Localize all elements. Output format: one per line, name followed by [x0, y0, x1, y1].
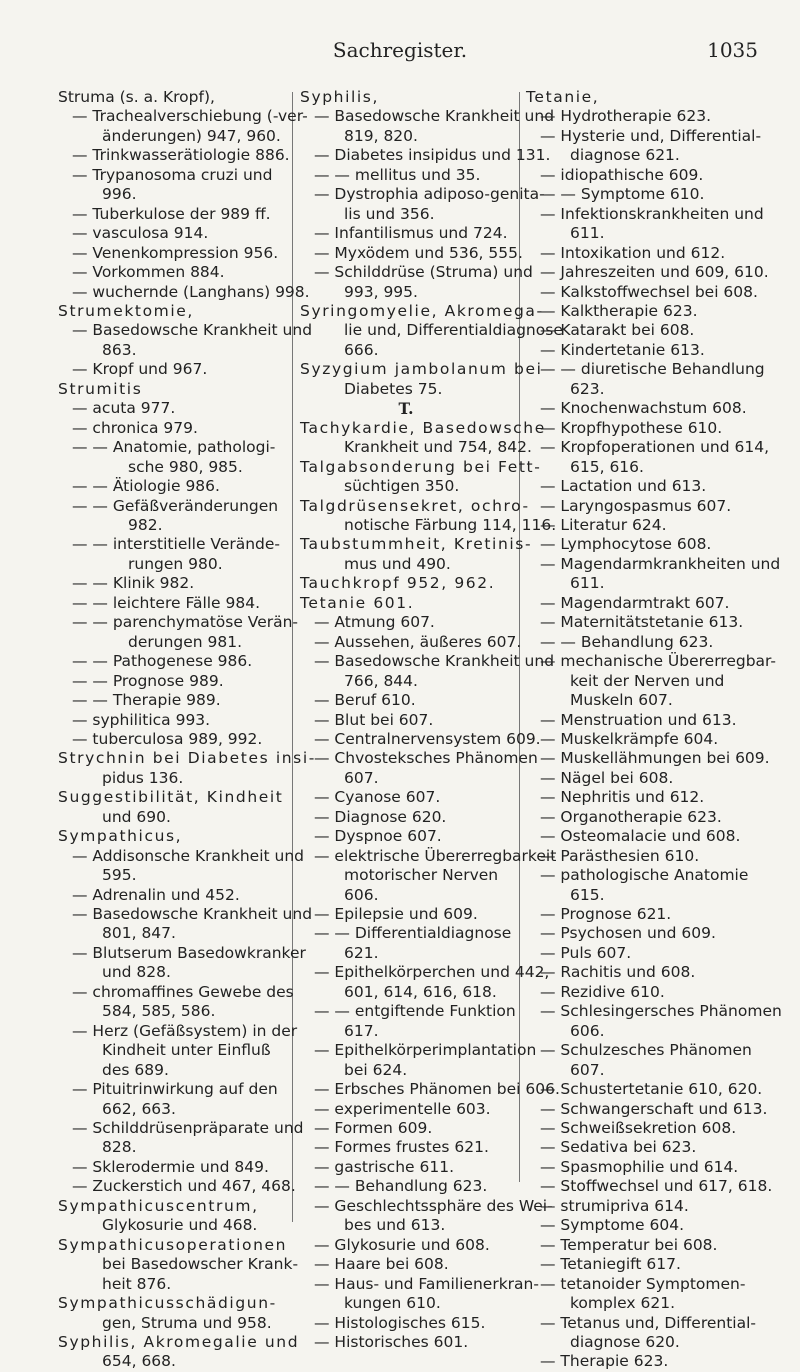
index-entry-line: — Centralnervensystem 609. — [314, 729, 541, 748]
index-entry-line: — vasculosa 914. — [72, 224, 209, 243]
index-entry-line: Syphilis, — [300, 88, 379, 106]
index-entry-line: — chronica 979. — [72, 418, 198, 437]
index-entry-line: Tauchkropf 952, 962. — [300, 574, 496, 593]
index-entry-line: — Epilepsie und 609. — [314, 905, 478, 924]
index-entry-line: des 689. — [102, 1060, 169, 1079]
index-entry-line: — Dystrophia adiposo-genita- — [314, 185, 545, 204]
index-entry-line: 611. — [570, 574, 605, 593]
index-entry-line: — Laryngospasmus 607. — [540, 496, 732, 515]
index-entry-line: 606. — [344, 885, 379, 904]
index-entry-line: — Spasmophilie und 614. — [540, 1157, 739, 1176]
index-entry-line: — Beruf 610. — [314, 691, 416, 710]
index-entry-line: — — Ätiologie 986. — [72, 477, 220, 496]
index-entry-line: — — Differentialdiagnose — [314, 924, 512, 943]
index-entry-line: — Basedowsche Krankheit und — [72, 905, 313, 924]
index-entry-line: — Nephritis und 612. — [540, 788, 705, 807]
index-entry-line: — Chvosteksches Phänomen — [314, 749, 538, 768]
index-entry-line: — Kindertetanie 613. — [540, 340, 705, 359]
index-entry-line: notische Färbung 114, 116. — [344, 515, 557, 534]
index-entry-line: — Schwangerschaft und 613. — [540, 1099, 768, 1118]
index-entry-line: pidus 136. — [102, 768, 184, 787]
index-entry-line: — Trinkwasserätiologie 886. — [72, 146, 290, 165]
index-entry-line: — Infektionskrankheiten und — [540, 204, 764, 223]
index-entry-line: 615. — [570, 885, 605, 904]
index-entry-line: — Trachealverschiebung (-ver- — [72, 107, 308, 126]
index-entry-line: — Histologisches 615. — [314, 1313, 486, 1332]
index-entry-line: — — mellitus und 35. — [314, 165, 481, 184]
index-entry-line: — idiopathische 609. — [540, 165, 704, 184]
index-entry-line: motorischer Nerven — [344, 866, 499, 885]
index-entry-line: — Psychosen und 609. — [540, 924, 716, 943]
index-entry-line: derungen 981. — [128, 632, 243, 651]
index-entry-line: 993, 995. — [344, 282, 418, 301]
index-entry-line: — Diabetes insipidus und 131. — [314, 146, 551, 165]
index-entry-line: — Sedativa bei 623. — [540, 1138, 697, 1157]
index-entry-line: — syphilitica 993. — [72, 710, 211, 729]
index-entry-line: 863. — [102, 340, 137, 359]
index-entry-line: — — entgiftende Funktion — [314, 1002, 516, 1021]
index-entry-line: Tachykardie, Basedowsche — [300, 418, 546, 437]
index-entry-line: mus und 490. — [344, 554, 451, 573]
index-entry-line: — tuberculosa 989, 992. — [72, 729, 263, 748]
index-entry-line: Taubstummheit, Kretinis- — [300, 535, 533, 554]
index-entry-line: keit der Nerven und — [570, 671, 725, 690]
index-entry-line: — Kropf und 967. — [72, 360, 208, 379]
index-entry-line: — Muskellähmungen bei 609. — [540, 749, 770, 768]
index-entry-line: rungen 980. — [128, 554, 223, 573]
section-letter: T. — [398, 399, 414, 419]
index-entry-line: — — Symptome 610. — [540, 185, 705, 204]
index-entry-line: — Stoffwechsel und 617, 618. — [540, 1177, 773, 1196]
index-entry-line: 595. — [102, 866, 137, 885]
index-entry-line: bei Basedowscher Krank- — [102, 1255, 299, 1274]
index-entry-line: — Myxödem und 536, 555. — [314, 243, 523, 262]
index-entry-line: — Hysterie und, Differential- — [540, 126, 762, 145]
index-entry-line: — — leichtere Fälle 984. — [72, 593, 261, 612]
index-entry-line: 654, 668. — [102, 1352, 176, 1371]
index-entry-line: — acuta 977. — [72, 399, 176, 418]
index-entry-line: Struma (s. a. Kropf), — [58, 88, 215, 106]
index-entry-line: — Organotherapie 623. — [540, 807, 722, 826]
index-entry-line: kungen 610. — [344, 1294, 441, 1313]
index-entry-line: bes und 613. — [344, 1216, 446, 1235]
index-entry-line: — — Klinik 982. — [72, 574, 195, 593]
index-entry-line: diagnose 620. — [570, 1333, 680, 1351]
page-number: 1035 — [707, 38, 758, 62]
index-entry-line: Sympathicuscentrum, — [58, 1196, 259, 1215]
index-entry-line: — Literatur 624. — [540, 515, 667, 534]
index-entry-line: diagnose 621. — [570, 146, 680, 165]
index-entry-line: — wuchernde (Langhans) 998. — [72, 282, 310, 301]
index-entry-line: — Kalkstoffwechsel bei 608. — [540, 282, 758, 301]
index-entry-line: 828. — [102, 1138, 137, 1157]
index-entry-line: — Rachitis und 608. — [540, 963, 696, 982]
index-entry-line: — Herz (Gefäßsystem) in der — [72, 1021, 298, 1040]
index-entry-line: Strumitis — [58, 379, 143, 398]
index-entry-line: — strumipriva 614. — [540, 1196, 689, 1215]
index-entry-line: — Tetaniegift 617. — [540, 1255, 681, 1274]
index-entry-line: Sympathicusschädigun- — [58, 1294, 277, 1313]
index-entry-line: — Intoxikation und 612. — [540, 243, 726, 262]
index-entry-line: — Lactation und 613. — [540, 477, 707, 496]
index-entry-line: — Temperatur bei 608. — [540, 1235, 718, 1254]
index-entry-line: lis und 356. — [344, 204, 435, 223]
index-entry-line: — Formen 609. — [314, 1119, 433, 1138]
index-entry-line: — Venenkompression 956. — [72, 243, 279, 262]
index-entry-line: — Tuberkulose der 989 ff. — [72, 204, 271, 223]
index-entry-line: — — Pathogenese 986. — [72, 652, 253, 671]
index-entry-line: — Aussehen, äußeres 607. — [314, 632, 522, 651]
index-entry-line: — — diuretische Behandlung — [540, 360, 765, 379]
index-entry-line: Talgdrüsensekret, ochro- — [300, 496, 530, 515]
index-entry-line: 621. — [344, 943, 379, 962]
index-entry-line: — Kropfhypothese 610. — [540, 418, 723, 437]
index-entry-line: — Geschlechtssphäre des Wei- — [314, 1196, 553, 1215]
index-entry-line: — Rezidive 610. — [540, 982, 665, 1001]
index-entry-line: — Adrenalin und 452. — [72, 885, 240, 904]
index-entry-line: Tetanie 601. — [300, 593, 415, 612]
index-entry-line: — mechanische Übererregbar- — [540, 652, 777, 671]
index-entry-line: — Schilddrüsenpräparate und — [72, 1119, 304, 1138]
index-entry-line: — tetanoider Symptomen- — [540, 1274, 746, 1293]
index-entry-line: 607. — [570, 1060, 605, 1079]
index-entry-line: — — Gefäßveränderungen — [72, 496, 279, 515]
index-entry-line: lie und, Differentialdiagnose — [344, 321, 563, 340]
index-entry-line: — Lymphocytose 608. — [540, 535, 712, 554]
index-entry-line: — Zuckerstich und 467, 468. — [72, 1177, 296, 1196]
index-entry-line: — — Behandlung 623. — [314, 1177, 488, 1196]
index-entry-line: — Epithelkörperchen und 442, — [314, 963, 550, 982]
index-entry-line: änderungen) 947, 960. — [102, 126, 281, 145]
index-entry-line: heit 876. — [102, 1274, 172, 1293]
index-column-1 — [58, 88, 316, 1372]
index-entry-line: — — parenchymatöse Verän- — [72, 613, 299, 632]
index-entry-line: Syzygium jambolanum bei — [300, 360, 543, 379]
index-entry-line: — elektrische Übererregbarkeit — [314, 846, 557, 865]
index-entry-line: Syphilis, Akromegalie und — [58, 1333, 300, 1351]
index-entry-line: — Maternitätstetanie 613. — [540, 613, 744, 632]
index-entry-line: 662, 663. — [102, 1099, 176, 1118]
index-entry-line: — Erbsches Phänomen bei 606. — [314, 1080, 560, 1099]
index-entry-line: und 828. — [102, 963, 171, 982]
index-entry-line: 615, 616. — [570, 457, 644, 476]
index-entry-line: — Cyanose 607. — [314, 788, 441, 807]
index-entry-line: Syringomyelie, Akromega- — [300, 301, 544, 320]
index-entry-line: 623. — [570, 379, 605, 398]
index-entry-line: — Blut bei 607. — [314, 710, 434, 729]
index-entry-line: — Diagnose 620. — [314, 807, 447, 826]
index-entry-line: Strumektomie, — [58, 301, 194, 320]
index-entry-line: — Hydrotherapie 623. — [540, 107, 712, 126]
index-entry-line: — Sklerodermie und 849. — [72, 1157, 269, 1176]
index-entry-line: — — Anatomie, pathologi- — [72, 438, 276, 457]
index-entry-line: Talgabsonderung bei Fett- — [300, 457, 542, 476]
index-entry-line: — Muskelkrämpfe 604. — [540, 729, 719, 748]
index-entry-line: 819, 820. — [344, 126, 418, 145]
index-entry-line: — Schulzesches Phänomen — [540, 1041, 752, 1060]
index-entry-line: süchtigen 350. — [344, 477, 460, 496]
index-entry-line: Glykosurie und 468. — [102, 1216, 258, 1235]
index-entry-line: sche 980, 985. — [128, 457, 243, 476]
index-entry-line: — Pituitrinwirkung auf den — [72, 1080, 278, 1099]
index-column-2 — [300, 88, 563, 1352]
index-entry-line: — Vorkommen 884. — [72, 263, 225, 282]
index-entry-line: — Basedowsche Krankheit und — [72, 321, 313, 340]
index-entry-line: Tetanie, — [526, 88, 600, 106]
index-entry-line: gen, Struma und 958. — [102, 1313, 272, 1332]
index-entry-line: Diabetes 75. — [344, 379, 443, 398]
index-column-3 — [526, 88, 782, 1372]
index-entry-line: Kindheit unter Einfluß — [102, 1041, 271, 1060]
index-entry-line: und 690. — [102, 807, 171, 826]
index-entry-line: — Glykosurie und 608. — [314, 1235, 490, 1254]
index-entry-line: — Schilddrüse (Struma) und — [314, 263, 533, 282]
index-entry-line: — Jahreszeiten und 609, 610. — [540, 263, 769, 282]
index-entry-line: — Menstruation und 613. — [540, 710, 737, 729]
index-entry-line: — Addisonsche Krankheit und — [72, 846, 305, 865]
index-entry-line: — Knochenwachstum 608. — [540, 399, 747, 418]
index-entry-line: 982. — [128, 515, 163, 534]
index-entry-line: — Symptome 604. — [540, 1216, 685, 1235]
index-entry-line: 584, 585, 586. — [102, 1002, 216, 1021]
index-entry-line: 611. — [570, 224, 605, 243]
index-entry-line: — Basedowsche Krankheit und — [314, 107, 555, 126]
index-entry-line: — Trypanosoma cruzi und — [72, 165, 273, 184]
index-entry-line: Suggestibilität, Kindheit — [58, 788, 284, 807]
index-entry-line: komplex 621. — [570, 1294, 676, 1313]
index-entry-line: — Basedowsche Krankheit und — [314, 652, 555, 671]
index-entry-line: — chromaffines Gewebe des — [72, 982, 294, 1001]
index-entry-line: — — Behandlung 623. — [540, 632, 714, 651]
index-entry-line: — Puls 607. — [540, 943, 632, 962]
index-entry-line: — — Therapie 989. — [72, 691, 221, 710]
index-entry-line: 996. — [102, 185, 137, 204]
index-entry-line: — Schustertetanie 610, 620. — [540, 1080, 763, 1099]
index-entry-line: — Magendarmkrankheiten und — [540, 554, 781, 573]
index-entry-line: bei 624. — [344, 1060, 408, 1079]
index-entry-line: — Haare bei 608. — [314, 1255, 449, 1274]
index-entry-line: — Tetanus und, Differential- — [540, 1313, 756, 1332]
index-entry-line: — Magendarmtrakt 607. — [540, 593, 730, 612]
page-title: Sachregister. — [332, 38, 468, 62]
index-entry-line: — Schweißsekretion 608. — [540, 1119, 737, 1138]
index-entry-line: — Osteomalacie und 608. — [540, 827, 741, 846]
index-entry-line: — Nägel bei 608. — [540, 768, 674, 787]
index-entry-line: — Schlesingersches Phänomen — [540, 1002, 782, 1021]
index-entry-line: — Historisches 601. — [314, 1333, 469, 1351]
index-entry-line: 801, 847. — [102, 924, 176, 943]
index-entry-line: — Haus- und Familienerkran- — [314, 1274, 539, 1293]
index-entry-line: Sympathicus, — [58, 827, 183, 846]
index-entry-line: — Dyspnoe 607. — [314, 827, 442, 846]
index-entry-line: 617. — [344, 1021, 379, 1040]
index-entry-line: 607. — [344, 768, 379, 787]
index-entry-line: — Prognose 621. — [540, 905, 672, 924]
index-entry-line: — Kropfoperationen und 614, — [540, 438, 770, 457]
index-entry-line: Strychnin bei Diabetes insi- — [58, 749, 316, 768]
index-entry-line: — Parästhesien 610. — [540, 846, 700, 865]
index-entry-line: — Therapie 623. — [540, 1352, 669, 1371]
index-entry-line: Sympathicusoperationen — [58, 1235, 288, 1254]
index-entry-line: — Infantilismus und 724. — [314, 224, 508, 243]
index-entry-line: — experimentelle 603. — [314, 1099, 491, 1118]
index-entry-line: — Formes frustes 621. — [314, 1138, 489, 1157]
index-entry-line: — Blutserum Basedowkranker — [72, 943, 306, 962]
index-entry-line: — — interstitielle Verände- — [72, 535, 281, 554]
index-entry-line: — Atmung 607. — [314, 613, 435, 632]
index-entry-line: 606. — [570, 1021, 605, 1040]
index-entry-line: — Kalktherapie 623. — [540, 301, 698, 320]
index-entry-line: Muskeln 607. — [570, 691, 673, 710]
index-entry-line: — gastrische 611. — [314, 1157, 454, 1176]
index-entry-line: 766, 844. — [344, 671, 418, 690]
index-entry-line: Krankheit und 754, 842. — [344, 438, 532, 457]
index-entry-line: 601, 614, 616, 618. — [344, 982, 497, 1001]
index-entry-line: — Epithelkörperimplantation — [314, 1041, 537, 1060]
index-entry-line: — Katarakt bei 608. — [540, 321, 695, 340]
index-entry-line: — pathologische Anatomie — [540, 866, 749, 885]
index-entry-line: 666. — [344, 340, 379, 359]
index-entry-line: — — Prognose 989. — [72, 671, 224, 690]
